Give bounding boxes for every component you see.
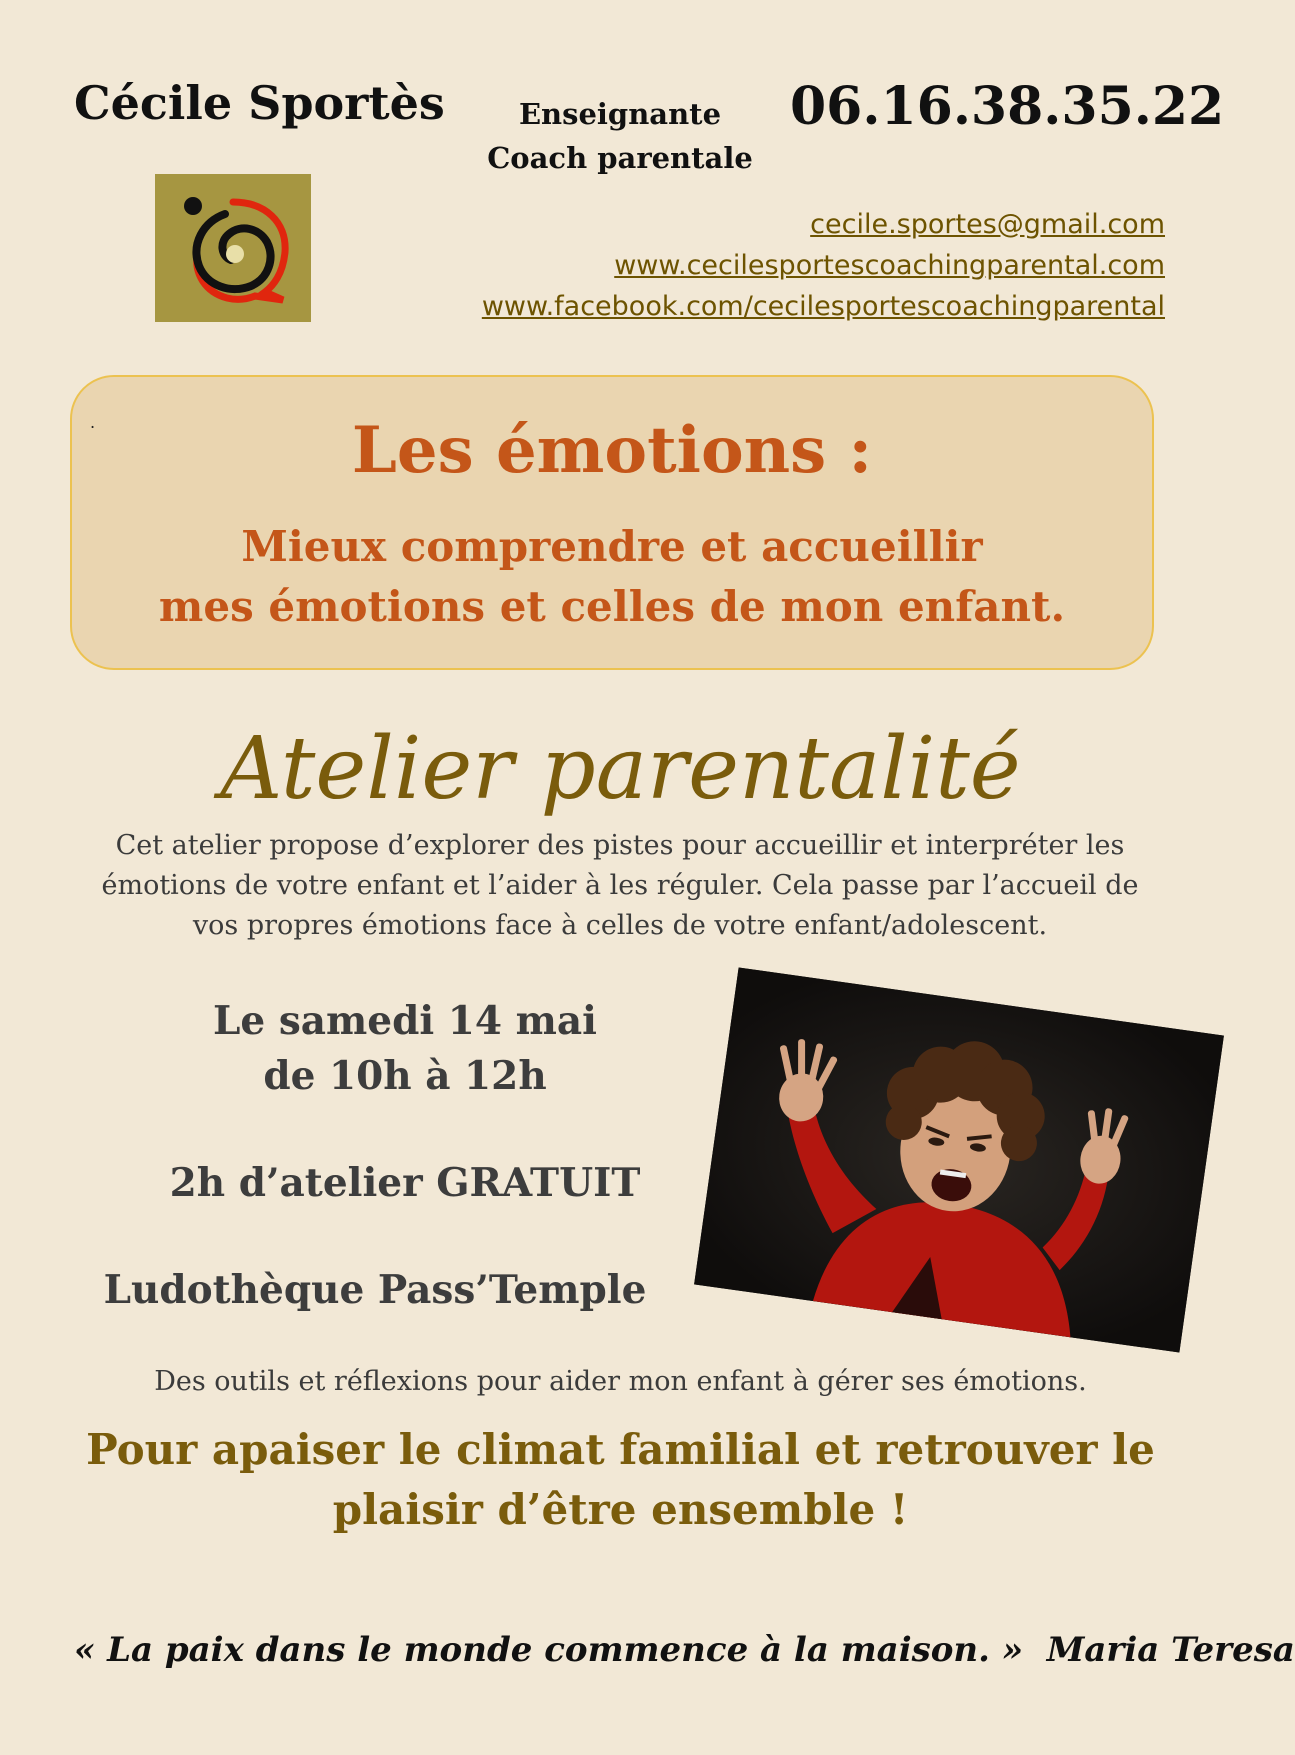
role-line-1: Enseignante <box>518 97 722 131</box>
subtitle-line-2: mes émotions et celles de mon enfant. <box>158 582 1066 631</box>
workshop-heading: Atelier parentalité <box>220 719 1021 819</box>
quote-text: « La paix dans le monde commence à la maison. » <box>74 1630 1024 1670</box>
event-place: Ludothèque Pass’Temple <box>103 1267 647 1313</box>
author-name: Cécile Sportès <box>74 76 445 130</box>
child-photo <box>694 967 1224 1352</box>
email-link[interactable]: cecile.sportes@gmail.com <box>810 209 1165 240</box>
screaming-child-icon <box>694 967 1224 1352</box>
role-line-2: Coach parentale <box>487 141 753 175</box>
phone-number: 06.16.38.35.22 <box>790 76 1225 137</box>
slogan-line-1: Pour apaiser le climat familial et retrouver le <box>86 1425 1155 1474</box>
subtitle-line-1: Mieux comprendre et accueillir <box>241 522 983 571</box>
banner-subtitle <box>72 517 1152 637</box>
banner-title: Les émotions : <box>351 413 873 488</box>
stray-dot: . <box>90 413 96 432</box>
logo <box>155 174 311 322</box>
spiral-logo-icon <box>155 174 311 322</box>
title-banner <box>70 375 1154 670</box>
quote-author: Maria Teresa <box>1046 1630 1295 1670</box>
author-role <box>470 92 770 180</box>
workshop-description: Cet atelier propose d’explorer des pistes pour accueillir et interpréter les émotions de votre enfant et l’aider à les réguler. Cela passe par l’accueil de vos propres émotions face à celles de votre enfant/adolescent. <box>101 830 1139 941</box>
website-link[interactable]: www.cecilesportescoachingparental.com <box>614 250 1165 281</box>
event-time: de 10h à 12h <box>263 1053 547 1099</box>
tools-text: Des outils et réflexions pour aider mon enfant à gérer ses émotions. <box>154 1366 1087 1397</box>
event-date: Le samedi 14 mai <box>213 998 597 1044</box>
facebook-link[interactable]: www.facebook.com/cecilesportescoachingparental <box>481 291 1165 322</box>
contact-links <box>482 204 1165 327</box>
slogan-line-2: plaisir d’être ensemble ! <box>332 1485 909 1534</box>
event-price: 2h d’atelier GRATUIT <box>169 1160 641 1206</box>
quote <box>74 1630 1295 1670</box>
slogan <box>60 1420 1181 1540</box>
